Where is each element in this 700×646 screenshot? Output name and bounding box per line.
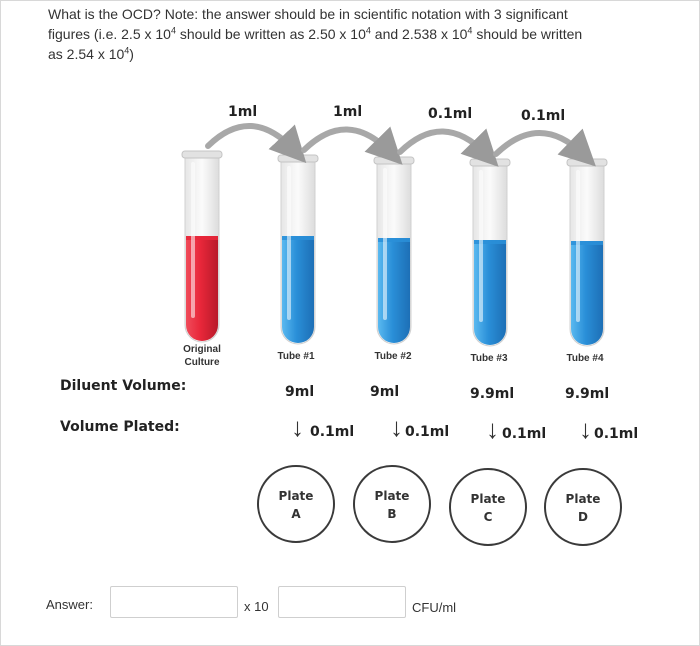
plate-d — [544, 468, 622, 546]
tube-3 — [470, 159, 510, 346]
q2-d: should be written — [472, 26, 583, 42]
q3-exp: 4 — [124, 45, 130, 56]
plated-volume-4: 0.1ml — [594, 426, 639, 442]
question-line-1: What is the OCD? Note: the answer should be in scientific notation with 3 significant — [48, 6, 568, 22]
tube-label-4: Tube #4 — [566, 353, 604, 364]
tube-label-3: Tube #3 — [470, 353, 508, 364]
tube-label-original-1: Original — [183, 344, 221, 355]
transfer-arrow-3 — [400, 131, 486, 154]
answer-label: Answer: — [46, 597, 93, 612]
transfer-volume-4: 0.1ml — [521, 108, 566, 124]
plate-d-line2: D — [578, 510, 588, 524]
diluent-volume-1: 9ml — [285, 384, 315, 400]
tube-label-original-2: Culture — [184, 357, 220, 368]
tube-label-1: Tube #1 — [277, 351, 315, 362]
diluent-volume-2: 9ml — [370, 384, 400, 400]
plated-volume-3: 0.1ml — [502, 426, 547, 442]
transfer-arrow-4 — [496, 133, 583, 154]
down-arrow-icon: ↓ — [390, 412, 403, 442]
plate-a-line2: A — [291, 507, 301, 521]
q2-c: and 2.538 x 10 — [370, 26, 468, 42]
q2-exp-3: 4 — [467, 25, 473, 36]
answer-exponent-input[interactable] — [278, 586, 406, 618]
plated-volume-1: 0.1ml — [310, 424, 355, 440]
q2-b: should be written as 2.50 x 10 — [175, 26, 366, 42]
plate-a-line1: Plate — [278, 489, 314, 503]
transfer-volume-1: 1ml — [228, 104, 258, 120]
transfer-arrow-2 — [304, 129, 390, 152]
transfer-volume-3: 0.1ml — [428, 106, 473, 122]
transfer-arrow-1 — [208, 126, 294, 150]
plate-c-line1: Plate — [470, 492, 506, 506]
tube-original — [182, 151, 222, 342]
tube-1 — [278, 155, 318, 344]
tube-label-2: Tube #2 — [374, 351, 412, 362]
q2-a: figures (i.e. 2.5 x 10 — [48, 26, 171, 42]
volume-plated-label: Volume Plated: — [60, 419, 180, 435]
plated-volume-2: 0.1ml — [405, 424, 450, 440]
tube-4 — [567, 159, 607, 346]
plate-a — [257, 465, 335, 543]
q3-a: as 2.54 x 10 — [48, 46, 125, 62]
answer-mantissa-input[interactable] — [110, 586, 238, 618]
down-arrow-icon: ↓ — [291, 412, 304, 442]
plate-b — [353, 465, 431, 543]
q3-b: ) — [129, 46, 134, 62]
plate-c-line2: C — [483, 510, 493, 524]
q2-exp-1: 4 — [170, 25, 176, 36]
plate-d-line1: Plate — [565, 492, 601, 506]
tube-label-original — [172, 343, 232, 369]
q2-exp-2: 4 — [365, 25, 371, 36]
plate-b-line2: B — [387, 507, 397, 521]
transfer-volume-2: 1ml — [333, 104, 363, 120]
unit-label: CFU/ml — [412, 600, 457, 615]
down-arrow-icon: ↓ — [579, 414, 592, 444]
down-arrow-icon: ↓ — [486, 414, 499, 444]
plate-b-line1: Plate — [374, 489, 410, 503]
tube-2 — [374, 157, 414, 344]
times-ten-label: x 10 — [244, 599, 269, 614]
diluent-volume-4: 9.9ml — [565, 386, 610, 402]
diluent-volume-3: 9.9ml — [470, 386, 515, 402]
diluent-volume-label: Diluent Volume: — [60, 378, 187, 394]
plate-c — [449, 468, 527, 546]
